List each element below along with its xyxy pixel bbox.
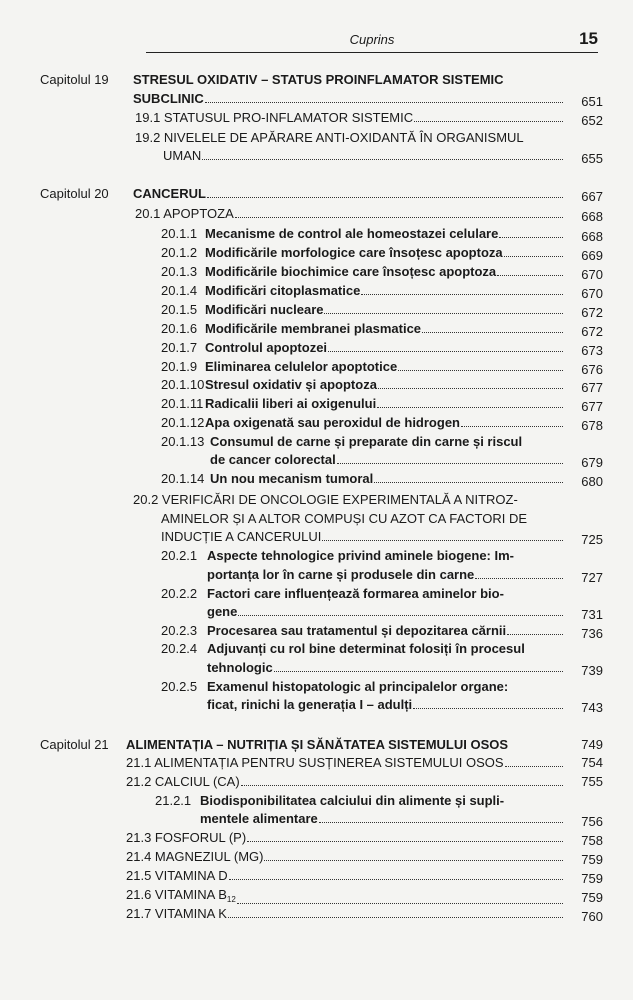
toc-entry-21-5-page: 759 bbox=[581, 871, 603, 886]
toc-entry-20-2-page: 725 bbox=[581, 532, 603, 547]
toc-entry-19-2-page: 655 bbox=[581, 151, 603, 166]
toc-entry-21-2-page: 755 bbox=[581, 774, 603, 789]
toc-subentry bbox=[205, 245, 565, 261]
toc-subentry-page: 673 bbox=[581, 343, 603, 358]
toc-subentry-number: 20.1.10 bbox=[161, 377, 205, 392]
toc-subentry-number: 20.1.2 bbox=[161, 245, 198, 260]
toc-entry-20-2-5-page: 743 bbox=[581, 700, 603, 715]
toc-subentry-number: 20.1.9 bbox=[161, 359, 198, 374]
toc-entry-20-1-13-num: 20.1.13 bbox=[161, 434, 205, 449]
toc-entry-21-6-text: 21.6 VITAMINA B bbox=[126, 887, 227, 902]
toc-subentry-text: Modificările morfologice care însoțesc apoptoza bbox=[205, 245, 503, 260]
toc-subentry-text: Radicalii liberi ai oxigenului bbox=[205, 396, 377, 411]
toc-entry-21-2-1-page: 756 bbox=[581, 814, 603, 829]
toc-subentry bbox=[205, 377, 565, 393]
chapter-20-title: CANCERUL bbox=[133, 186, 565, 202]
toc-subentry-page: 677 bbox=[581, 380, 603, 395]
toc-subentry-number: 20.1.3 bbox=[161, 264, 198, 279]
toc-subentry bbox=[205, 264, 565, 280]
toc-subentry-text: Modificările biochimice care însoțesc apoptoza bbox=[205, 264, 497, 279]
toc-entry-21-5: 21.5 VITAMINA D bbox=[126, 868, 565, 884]
toc-subentry-text: Stresul oxidativ și apoptoza bbox=[205, 377, 377, 392]
toc-subentry-text: Mecanisme de control ale homeostazei celulare bbox=[205, 226, 499, 241]
toc-entry-20-1: 20.1 APOPTOZA bbox=[135, 206, 565, 222]
toc-entry-19-1-page: 652 bbox=[581, 113, 603, 128]
toc-entry-21-7: 21.7 VITAMINA K bbox=[126, 906, 565, 922]
toc-entry-19-1: 19.1 STATUSUL PRO-INFLAMATOR SISTEMIC bbox=[135, 110, 565, 126]
toc-entry-21-6 bbox=[126, 887, 565, 908]
toc-entry-20-2-2-line2: gene bbox=[207, 604, 565, 620]
toc-entry-20-1-13-page: 679 bbox=[581, 455, 603, 470]
chapter-20-page: 667 bbox=[581, 189, 603, 204]
toc-subentry-number: 20.1.1 bbox=[161, 226, 198, 241]
toc-subentry-page: 669 bbox=[581, 248, 603, 263]
toc-subentry-text: Apa oxigenată sau peroxidul de hidrogen bbox=[205, 415, 460, 430]
toc-entry-21-4: 21.4 MAGNEZIUL (MG) bbox=[126, 849, 565, 865]
toc-entry-20-1-13-text: Consumul de carne și preparate din carne și riscul bbox=[210, 434, 523, 449]
toc-entry-21-7-page: 760 bbox=[581, 909, 603, 924]
chapter-19-title: STRESUL OXIDATIV – STATUS PROINFLAMATOR SISTEMIC bbox=[133, 72, 504, 87]
toc-subentry-page: 670 bbox=[581, 286, 603, 301]
toc-entry-20-2-3-num: 20.2.3 bbox=[161, 623, 198, 638]
toc-entry-20-1-14-num: 20.1.14 bbox=[161, 471, 205, 486]
toc-entry-20-2-1-line2: portanța lor în carne și produsele din carne bbox=[207, 567, 565, 583]
toc-entry-20-2-2-page: 731 bbox=[581, 607, 603, 622]
toc-entry-20-2-2-text: Factori care influențează formarea aminelor bio- bbox=[207, 586, 504, 601]
toc-entry-20-2-5-line2: ficat, rinichi la generația I – adulți bbox=[207, 697, 565, 713]
toc-entry-19-2-line2: UMAN bbox=[163, 148, 565, 164]
toc-subentry bbox=[205, 415, 565, 431]
toc-subentry-page: 677 bbox=[581, 399, 603, 414]
toc-entry-20-2-1-text: Aspecte tehnologice privind aminele biogene: Im- bbox=[207, 548, 514, 563]
chapter-21-page: 749 bbox=[581, 737, 603, 752]
toc-subentry-page: 672 bbox=[581, 305, 603, 320]
toc-entry-20-2-3: Procesarea sau tratamentul și depozitarea cărnii bbox=[207, 623, 565, 639]
toc-entry-21-1-page: 754 bbox=[581, 755, 603, 770]
toc-entry-21-2-1-text: Biodisponibilitatea calciului din alimente și supli- bbox=[200, 793, 505, 808]
toc-subentry-number: 20.1.6 bbox=[161, 321, 198, 336]
toc-entry-21-3-page: 758 bbox=[581, 833, 603, 848]
toc-subentry bbox=[205, 340, 565, 356]
toc-entry-20-2-5-num: 20.2.5 bbox=[161, 679, 198, 694]
chapter-21-label: Capitolul 21 bbox=[40, 737, 109, 752]
toc-entry-21-6-page: 759 bbox=[581, 890, 603, 905]
toc-entry-21-2-1-line2: mentele alimentare bbox=[200, 811, 565, 827]
toc-subentry-text: Controlul apoptozei bbox=[205, 340, 328, 355]
toc-entry-20-2-1-num: 20.2.1 bbox=[161, 548, 198, 563]
toc-entry-20-2-5-text: Examenul histopatologic al principalelor organe: bbox=[207, 679, 509, 694]
toc-entry-20-2-3-page: 736 bbox=[581, 626, 603, 641]
toc-entry-21-6-subscript: 12 bbox=[226, 895, 236, 904]
toc-entry-20-1-page: 668 bbox=[581, 209, 603, 224]
toc-entry-19-2: 19.2 NIVELELE DE APĂRARE ANTI-OXIDANTĂ ÎN ORGANISMUL bbox=[135, 130, 524, 145]
toc-subentry bbox=[205, 302, 565, 318]
toc-entry-20-2-2-num: 20.2.2 bbox=[161, 586, 198, 601]
toc-entry-20-1-13-line2: de cancer colorectal bbox=[210, 452, 565, 468]
page-number: 15 bbox=[579, 29, 598, 48]
toc-subentry-text: Eliminarea celulelor apoptotice bbox=[205, 359, 398, 374]
toc-entry-20-2-1-page: 727 bbox=[581, 570, 603, 585]
toc-subentry bbox=[205, 359, 565, 375]
toc-entry-21-1: 21.1 ALIMENTAȚIA PENTRU SUSȚINEREA SISTEMULUI OSOS bbox=[126, 755, 565, 771]
chapter-20-label: Capitolul 20 bbox=[40, 186, 109, 201]
chapter-19-label: Capitolul 19 bbox=[40, 72, 109, 87]
toc-subentry-number: 20.1.7 bbox=[161, 340, 198, 355]
toc-entry-20-2-4-line2: tehnologic bbox=[207, 660, 565, 676]
toc-subentry-page: 672 bbox=[581, 324, 603, 339]
toc-subentry-page: 668 bbox=[581, 229, 603, 244]
toc-subentry-number: 20.1.4 bbox=[161, 283, 198, 298]
toc-entry-21-2-1-num: 21.2.1 bbox=[155, 793, 192, 808]
toc-subentry-page: 678 bbox=[581, 418, 603, 433]
toc-subentry-text: Modificări nucleare bbox=[205, 302, 324, 317]
toc-subentry-text: Modificări citoplasmatice bbox=[205, 283, 361, 298]
toc-entry-21-2: 21.2 CALCIUL (CA) bbox=[126, 774, 565, 790]
toc-entry-21-4-page: 759 bbox=[581, 852, 603, 867]
toc-entry-20-2-line2: AMINELOR ȘI A ALTOR COMPUȘI CU AZOT CA FACTORI DE bbox=[161, 511, 528, 526]
toc-subentry bbox=[205, 321, 565, 337]
toc-entry-20-2: 20.2 VERIFICĂRI DE ONCOLOGIE EXPERIMENTALĂ A NITROZ- bbox=[133, 492, 518, 507]
toc-entry-21-3: 21.3 FOSFORUL (P) bbox=[126, 830, 565, 846]
toc-subentry-number: 20.1.12 bbox=[161, 415, 205, 430]
chapter-19-title-line2: SUBCLINIC bbox=[133, 91, 565, 107]
toc-subentry-page: 676 bbox=[581, 362, 603, 377]
header-title: Cuprins bbox=[349, 32, 395, 47]
toc-entry-20-1-14: Un nou mecanism tumoral bbox=[210, 471, 565, 487]
toc-entry-20-2-4-num: 20.2.4 bbox=[161, 641, 198, 656]
toc-subentry-number: 20.1.11 bbox=[161, 396, 204, 411]
chapter-19-page: 651 bbox=[581, 94, 603, 109]
toc-subentry-text: Modificările membranei plasmatice bbox=[205, 321, 422, 336]
toc-entry-20-2-4-page: 739 bbox=[581, 663, 603, 678]
toc-subentry-page: 670 bbox=[581, 267, 603, 282]
toc-subentry bbox=[205, 283, 565, 299]
toc-entry-20-1-14-page: 680 bbox=[581, 474, 603, 489]
toc-entry-20-2-4-text: Adjuvanți cu rol bine determinat folosiți în procesul bbox=[207, 641, 525, 656]
toc-subentry-number: 20.1.5 bbox=[161, 302, 198, 317]
chapter-21-title: ALIMENTAȚIA – NUTRIȚIA ȘI SĂNĂTATEA SISTEMULUI OSOS bbox=[126, 737, 509, 752]
toc-subentry bbox=[205, 226, 565, 242]
toc-subentry bbox=[205, 396, 565, 412]
toc-entry-20-2-line3: INDUCȚIE A CANCERULUI bbox=[161, 529, 565, 545]
